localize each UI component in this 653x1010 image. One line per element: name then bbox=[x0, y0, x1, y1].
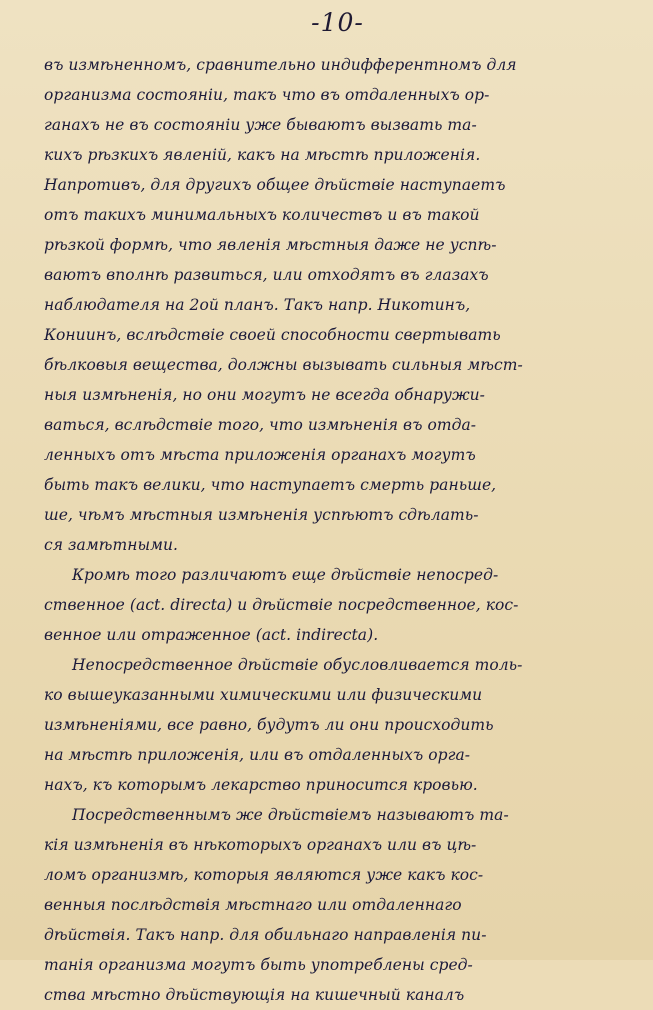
text-line: танія организма могутъ быть употреблены сред- bbox=[44, 956, 473, 974]
text-line: ныя измѣненія, но они могутъ не всегда обнаружи- bbox=[44, 386, 485, 404]
text-line: бѣлковыя вещества, должны вызывать сильныя мѣст- bbox=[44, 356, 523, 374]
text-line: ко вышеуказанными химическими или физическими bbox=[44, 686, 483, 704]
text-line: Кромѣ того различаютъ еще дѣйствіе непосред- bbox=[72, 566, 499, 584]
text-line: нахъ, къ которымъ лекарство приносится кровью. bbox=[44, 776, 478, 794]
text-line: Кониинъ, вслѣдствіе своей способности свертывать bbox=[44, 326, 501, 344]
text-line: ся замѣтными. bbox=[44, 536, 179, 554]
text-line: Непосредственное дѣйствіе обусловливается толь- bbox=[72, 656, 523, 674]
text-line: ственное (act. directa) и дѣйствіе посредственное, кос- bbox=[44, 596, 519, 614]
text-line: ленныхъ отъ мѣста приложенія органахъ могутъ bbox=[44, 446, 476, 464]
text-line: измѣненіями, все равно, будутъ ли они происходить bbox=[44, 716, 494, 734]
text-line: ваться, вслѣдствіе того, что измѣненія въ отда- bbox=[44, 416, 477, 434]
text-line: ломъ организмѣ, которыя являются уже какъ кос- bbox=[44, 866, 484, 884]
text-line: ства мѣстно дѣйствующія на кишечный каналъ bbox=[44, 986, 465, 1004]
text-line: на мѣстѣ приложенія, или въ отдаленныхъ орга- bbox=[44, 746, 471, 764]
text-line: отъ такихъ минимальныхъ количествъ и въ такой bbox=[44, 206, 480, 224]
text-line: ганахъ не въ состояніи уже бываютъ вызвать та- bbox=[44, 116, 477, 134]
text-line: ваютъ вполнѣ развиться, или отходятъ въ глазахъ bbox=[44, 266, 489, 284]
text-line: ше, чѣмъ мѣстныя измѣненія успѣютъ сдѣлать- bbox=[44, 506, 479, 524]
page-number: -10- bbox=[311, 8, 364, 37]
text-line: организма состояніи, такъ что въ отдаленныхъ ор- bbox=[44, 86, 490, 104]
text-line: быть такъ велики, что наступаетъ смерть раньше, bbox=[44, 476, 497, 494]
text-line: наблюдателя на 2ой планъ. Такъ напр. Никотинъ, bbox=[44, 296, 471, 314]
text-line: рѣзкой формѣ, что явленія мѣстныя даже не успѣ- bbox=[44, 236, 497, 254]
text-line: венныя послѣдствія мѣстнаго или отдаленнаго bbox=[44, 896, 462, 914]
text-line: кія измѣненія въ нѣкоторыхъ органахъ или въ цѣ- bbox=[44, 836, 477, 854]
text-line: венное или отраженное (act. indirecta). bbox=[44, 626, 379, 644]
text-line: Посредственнымъ же дѣйствіемъ называютъ та- bbox=[72, 806, 509, 824]
text-line: кихъ рѣзкихъ явленій, какъ на мѣстѣ приложенія. bbox=[44, 146, 481, 164]
handwritten-text-block bbox=[44, 50, 631, 1010]
text-line: дѣйствія. Такъ напр. для обильнаго направленія пи- bbox=[44, 926, 487, 944]
text-line: Напротивъ, для другихъ общее дѣйствіе наступаетъ bbox=[44, 176, 506, 194]
text-line: въ измѣненномъ, сравнительно индифферентномъ для bbox=[44, 56, 517, 74]
